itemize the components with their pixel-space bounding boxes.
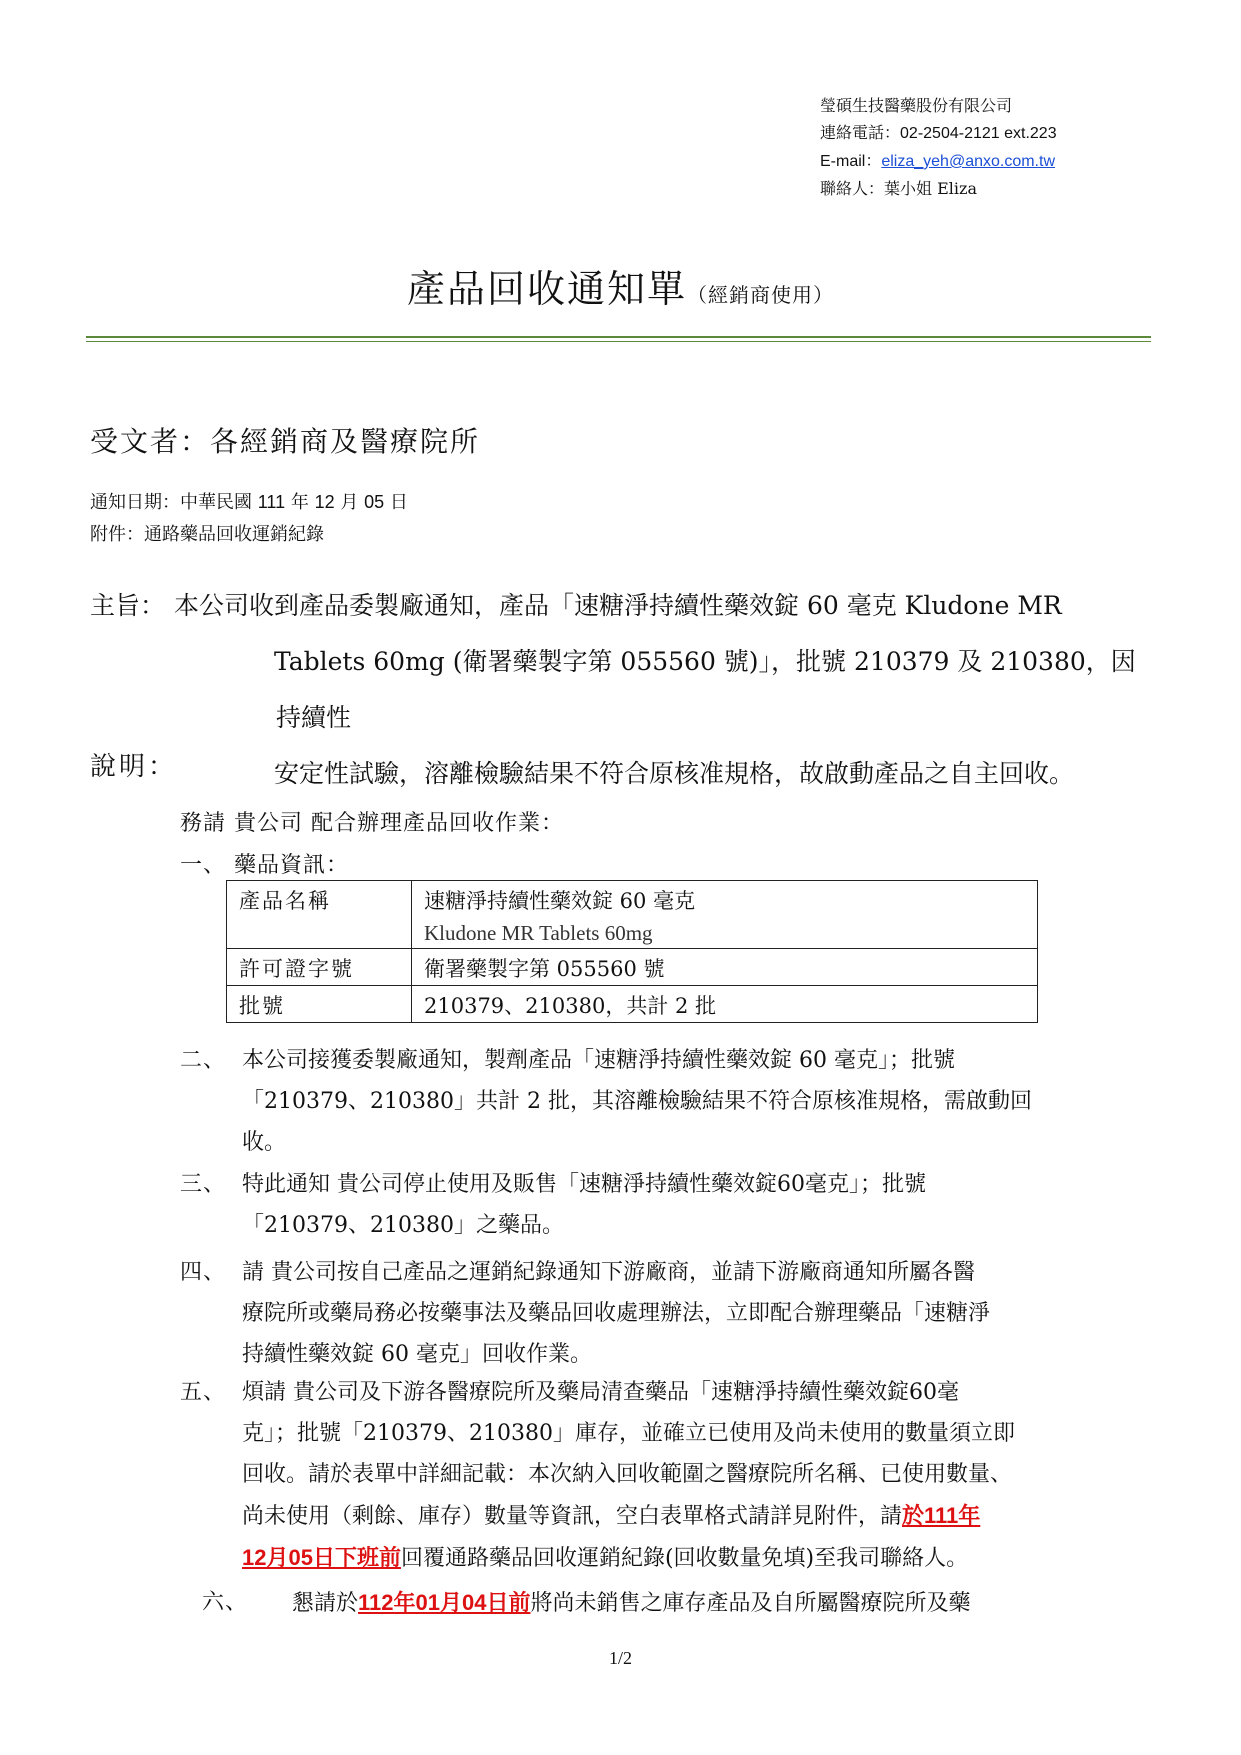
item-line: 療院所或藥局務必按藥事法及藥品回收處理辦法，立即配合辦理藥品「速糖淨 (242, 1301, 991, 1326)
subject-line-3: 安定性試驗，溶離檢驗結果不符合原核准規格，故啟動產品之自主回收。 (274, 759, 1075, 788)
date-month-unit: 月 (340, 492, 359, 513)
recipient: 受文者：各經銷商及醫療院所 (90, 425, 481, 458)
item-text: 回覆通路藥品回收運銷紀錄(回收數量免填)至我司聯絡人。 (400, 1546, 969, 1571)
table-key: 產品名稱 (227, 881, 412, 949)
item-number: 三、 (180, 1172, 227, 1197)
phone-line (820, 119, 1057, 147)
company-name: 瑩碩生技醫藥股份有限公司 (820, 96, 1013, 115)
page-number: 1/2 (608, 1648, 632, 1668)
subject-line-2: Tablets 60mg (衛署藥製字第 055560 號)」，批號 210379 及 210380，因持續性 (274, 647, 1136, 732)
title-sub: （經銷商使用） (687, 283, 834, 307)
table-row (227, 949, 1038, 986)
table-value: 衛署藥製字第 055560 號 (412, 949, 1038, 986)
notice-date (90, 486, 408, 519)
item-line: 「210379、210380」共計 2 批，其溶離檢驗結果不符合原核准規格，需啟動回 (242, 1089, 1032, 1114)
subject-line-1: 本公司收到產品委製廠通知，產品「速糖淨持續性藥效錠 60 毫克 Kludone MR (174, 591, 1062, 620)
phone-label: 連絡電話： (820, 123, 901, 142)
item-3 (180, 1164, 1160, 1246)
email-label: E-mail： (820, 153, 882, 170)
email-line (820, 147, 1057, 175)
item-5 (180, 1372, 1160, 1579)
title-divider (86, 336, 1151, 338)
item-line: 持續性藥效錠 60 毫克」回收作業。 (242, 1342, 592, 1367)
item-line: 「210379、210380」之藥品。 (242, 1213, 564, 1238)
table-row (227, 986, 1038, 1023)
date-year: 111 (257, 492, 286, 512)
item-number: 五、 (180, 1380, 227, 1405)
item-line: 煩請 貴公司及下游各醫療院所及藥局清查藥品「速糖淨持續性藥效錠60毫 (242, 1380, 959, 1405)
date-day-unit: 日 (389, 492, 408, 513)
item-line: 請 貴公司按自己產品之運銷紀錄通知下游廠商，並請下游廠商通知所屬各醫 (242, 1260, 975, 1285)
contact-person-line (820, 175, 1057, 202)
table-value (412, 881, 1038, 949)
table-key: 許可證字號 (227, 949, 412, 986)
product-name-zh: 速糖淨持續性藥效錠 60 毫克 (424, 889, 696, 913)
person-label: 聯絡人： (820, 179, 885, 198)
item-line: 特此通知 貴公司停止使用及販售「速糖淨持續性藥效錠60毫克」；批號 (242, 1172, 926, 1197)
deadline-highlight: 112年01月04日前 (358, 1590, 531, 1615)
item-line: 克」；批號「210379、210380」庫存，並確立已使用及尚未使用的數量須立即 (242, 1421, 1015, 1446)
person-name: 葉小姐 Eliza (884, 179, 977, 198)
phone-number: 02-2504-2121 ext.223 (900, 125, 1057, 142)
description-intro: 務請 貴公司 配合辦理產品回收作業： (180, 811, 564, 836)
item-line: 本公司接獲委製廠通知，製劑產品「速糖淨持續性藥效錠 60 毫克」；批號 (242, 1048, 955, 1073)
title-main: 產品回收通知單 (406, 267, 687, 311)
item-text: 尚未使用（剩餘、庫存）數量等資訊，空白表單格式請詳見附件，請 (242, 1504, 903, 1529)
item-line: 收。 (242, 1130, 287, 1155)
item-text: 將尚未銷售之庫存產品及自所屬醫療院所及藥 (530, 1591, 971, 1616)
item-number: 四、 (180, 1260, 227, 1285)
subject-label: 主旨： (90, 591, 166, 620)
attachment-line: 附件：通路藥品回收運銷紀錄 (90, 524, 324, 545)
item-number: 六、 (202, 1590, 249, 1615)
subject-block (90, 578, 1160, 802)
item-line (180, 1537, 1160, 1579)
table-key: 批號 (227, 986, 412, 1023)
deadline-highlight: 於111年 (902, 1503, 981, 1528)
table-value: 210379、210380，共計 2 批 (412, 986, 1038, 1023)
date-label: 通知日期：中華民國 (90, 492, 252, 513)
section-1-heading: 一、 藥品資訊： (180, 853, 349, 878)
drug-info-table (226, 880, 1038, 1023)
meta-block (90, 486, 408, 551)
item-line: 回收。請於表單中詳細記載：本次納入回收範圍之醫療院所名稱、已使用數量、 (242, 1462, 1013, 1487)
page-title (0, 258, 1241, 313)
email-link[interactable]: eliza_yeh@anxo.com.tw (881, 153, 1055, 170)
product-name-en: Kludone MR Tablets 60mg (424, 921, 653, 945)
contact-block (820, 92, 1057, 202)
table-row (227, 881, 1038, 949)
item-line (202, 1582, 1182, 1624)
date-month: 12 (314, 492, 335, 512)
date-year-unit: 年 (290, 492, 309, 513)
item-number: 二、 (180, 1048, 227, 1073)
title-divider-thin (86, 341, 1151, 342)
item-6 (202, 1582, 1182, 1624)
deadline-highlight: 12月05日下班前 (242, 1545, 401, 1570)
item-2 (180, 1040, 1160, 1163)
item-4 (180, 1252, 1160, 1375)
item-text: 懇請於 (292, 1591, 359, 1616)
date-day: 05 (364, 492, 385, 512)
description-title: 說明： (90, 752, 178, 782)
item-line (180, 1495, 1160, 1537)
